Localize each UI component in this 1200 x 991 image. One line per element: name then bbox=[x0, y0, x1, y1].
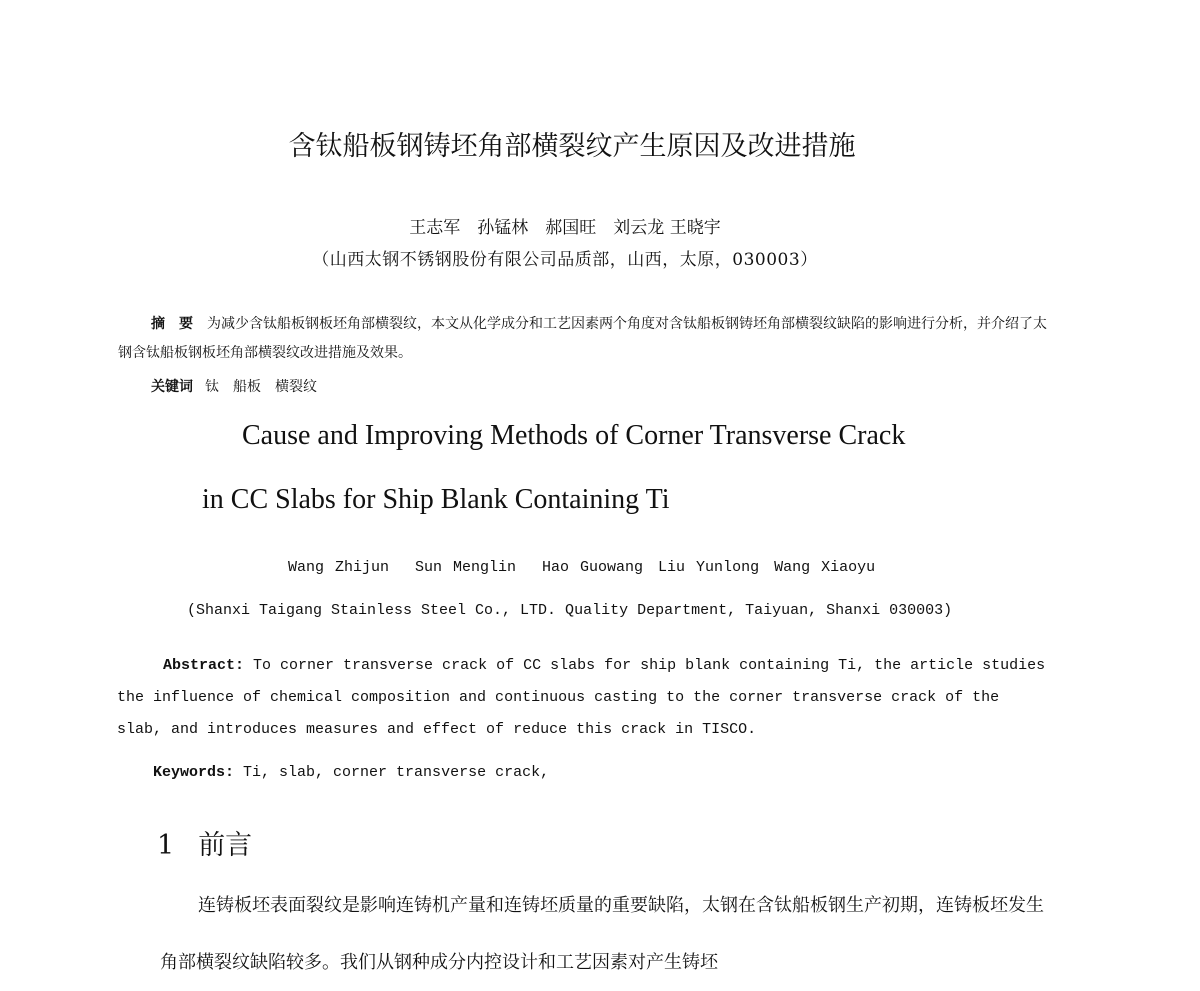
abstract-en bbox=[117, 650, 1047, 746]
keywords-en-text: Ti, slab, corner transverse crack, bbox=[243, 764, 550, 781]
abstract-en-label: Abstract: bbox=[163, 657, 245, 674]
affiliation-en: (Shanxi Taigang Stainless Steel Co., LTD. Quality Department, Taiyuan, Shanxi 030003) bbox=[187, 602, 953, 619]
authors-en: Wang Zhijun Sun Menglin Hao Guowang Liu Yunlong Wang Xiaoyu bbox=[288, 559, 876, 576]
section-title: 前言 bbox=[198, 830, 253, 861]
paper-title-en-line1: Cause and Improving Methods of Corner Transverse Crack bbox=[242, 420, 906, 451]
section-heading bbox=[157, 823, 252, 862]
abstract-cn-label: 摘 要 bbox=[151, 316, 193, 332]
keywords-cn-label: 关键词 bbox=[151, 379, 193, 395]
affiliation-cn: （山西太钢不锈钢股份有限公司品质部，山西，太原，030003） bbox=[312, 250, 818, 270]
keywords-cn-text: 钛 船板 横裂纹 bbox=[205, 379, 317, 395]
keywords-en bbox=[153, 764, 549, 781]
abstract-en-text: To corner transverse crack of CC slabs for ship blank containing Ti, the article studies the influence of chemical composition and continuous casting to the corner transverse crack of the slab, and introduces measures and effect of reduce this crack in TISCO. bbox=[117, 657, 1046, 738]
authors-cn: 王志军 孙锰林 郝国旺 刘云龙 王晓宇 bbox=[409, 218, 721, 238]
section-number: 1 bbox=[157, 830, 175, 861]
keywords-cn bbox=[151, 376, 317, 396]
keywords-en-label: Keywords: bbox=[153, 764, 235, 781]
abstract-cn-text: 为减少含钛船板钢板坯角部横裂纹，本文从化学成分和工艺因素两个角度对含钛船板钢铸坯角部横裂纹缺陷的影响进行分析，并介绍了太钢含钛船板钢板坯角部横裂纹改进措施及效果。 bbox=[118, 316, 1047, 361]
paper-title-en-line2: in CC Slabs for Ship Blank Containing Ti bbox=[202, 484, 670, 515]
abstract-cn bbox=[118, 310, 1048, 368]
paper-title-cn: 含钛船板钢铸坯角部横裂纹产生原因及改进措施 bbox=[288, 131, 856, 162]
body-paragraph: 连铸板坯表面裂纹是影响连铸机产量和连铸坯质量的重要缺陷，太钢在含钛船板钢生产初期，连铸板坯发生角部横裂纹缺陷较多。我们从钢种成分内控设计和工艺因素对产生铸坯 bbox=[160, 895, 1044, 973]
